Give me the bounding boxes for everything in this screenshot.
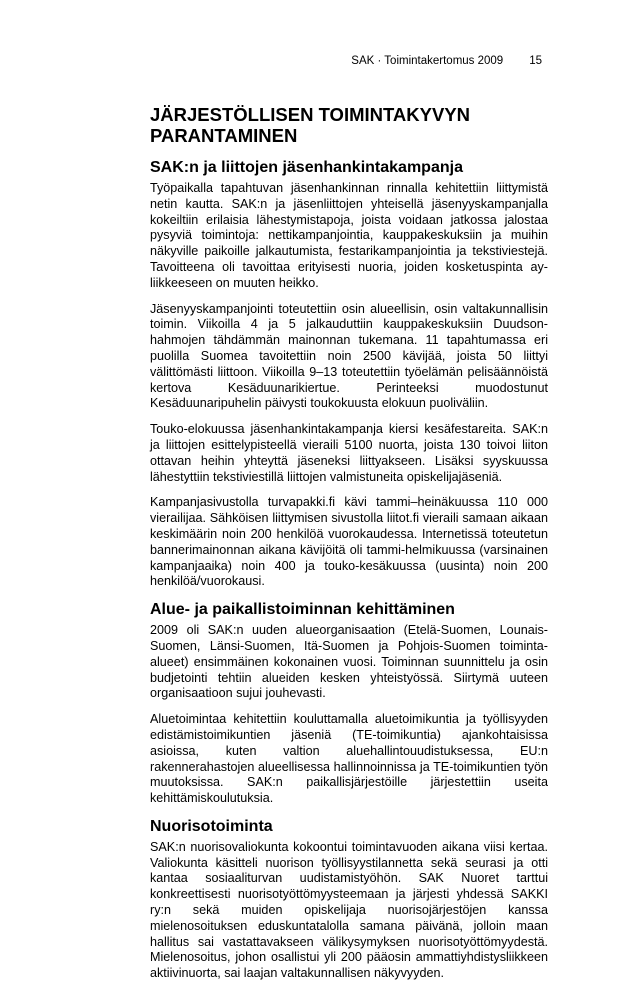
- page-header: [351, 55, 542, 67]
- section-membership-campaign: [150, 158, 548, 590]
- section-heading: Nuorisotoiminta: [150, 817, 273, 835]
- section-youth-activity: [150, 817, 548, 982]
- section-heading: SAK:n ja liittojen jäsenhankintakampanja: [150, 159, 463, 176]
- paragraph: Touko-elokuussa jäsenhankintakampanja kiersi kesäfestareita. SAK:n ja liittojen esittelypisteellä vieraili 5100 nuorta, joista 130 toivoi liiton ottavan heihin yhteyttä jäseneksi liittyakseen. Lisäksi syyskuussa lähestyttiin tekstiviestillä liittojen valmistuneita opiskelijajäseniä.: [150, 422, 548, 484]
- paragraph: Kampanjasivustolla turvapakki.fi kävi tammi–heinäkuussa 110 000 vierailijaa. Sähköisen liittymisen sivustolla liitot.fi vieraili samaan aikaan keskimäärin noin 200 henkilöä vuorokaudessa. Internetissä toteutetun bannerimainonnan aikana kävijöitä oli tammi-helmikuussa (varsinainen kampanjaaika) noin 400 ja touko-kesäkuussa (uusinta) noin 200 henkilöä/vuorokausi.: [150, 495, 548, 589]
- paragraph: Aluetoimintaa kehitettiin kouluttamalla aluetoimikuntia ja työllisyyden edistämistoimikuntien jäseniä (TE-toimikuntia) ajankohtaisissa asioissa, kuten valtion aluehallintouudistuksessa, EU:n rakennerahastojen alueellisessa hallinnoinnissa ja TE-toimikuntien työn muutoksissa. SAK:n paikallisjärjestöille järjestettiin useita kehittämiskoulutuksia.: [150, 712, 548, 806]
- header-title: SAK · Toimintakertomus 2009: [351, 55, 504, 67]
- main-title: JÄRJESTÖLLISEN TOIMINTAKYVYN PARANTAMINEN: [150, 104, 471, 146]
- section-heading: Alue- ja paikallistoiminnan kehittäminen: [150, 601, 455, 619]
- paragraph: 2009 oli SAK:n uuden alueorganisaation (Etelä-Suomen, Lounais-Suomen, Länsi-Suomen, Itä-Suomen ja Pohjois-Suomen toiminta-alueet) ensimmäinen kokonainen vuosi. Toiminnan suunnittelu ja osin budjetointi tehtiin alueiden kesken yhteistyössä. Siirtymä uuteen organisaatioon sujui jouhevasti.: [150, 623, 548, 701]
- paragraph: SAK:n nuorisovaliokunta kokoontui toimintavuoden aikana viisi kertaa. Valiokunta käsitteli nuorison työllisyystilannetta sekä seurasi ja otti kantaa sosiaaliturvan uudistamistyöhön. SAK Nuoret tarttui konkreettisesti nuorisotyöttömyysteemaan ja järjesti yhdessä SAKKI ry:n sekä muiden opiskelijaja nuorisojärjestöjen kanssa mielenosoituksen eduskuntatalolla samana päivänä, jolloin maan hallitus sai vastattavakseen välikysymyksen nuorisotyöttömyydestä. Mielenosoitus, johon osallistui yli 200 pääosin ammattiyhdistysliikkeen aktiivinuorta, sai laajan valtakunnallisen näkyvyyden.: [150, 839, 548, 981]
- document-body: [150, 104, 548, 992]
- paragraph: Työpaikalla tapahtuvan jäsenhankinnan rinnalla kehitettiin liittymistä netin kautta. SAK:n ja jäsenliittojen yhteisellä jäsenyyskampanjalla kokeiltiin erilaisia lähestymistapoja, joista voidaan jatkossa jalostaa pysyviä toimintoja: nettikampanjointia, kauppakeskuksiin ja muihin näkyville paikoille jalkautumista, festarikampanjointia ja tekstiviestejä. Tavoitteena oli tavoittaa erityisesti nuoria, joiden kosketuspinta ay-liikkeeseen on muuten heikko.: [150, 181, 548, 290]
- section-regional-activity: [150, 600, 548, 807]
- page-number: 15: [529, 55, 542, 67]
- paragraph: Jäsenyyskampanjointi toteutettiin osin alueellisin, osin valtakunnallisin toimin. Viikoilla 4 ja 5 jalkauduttiin kauppakeskuksiin Duudson-hahmojen tähdämmän mainonnan tukemana. 11 tapahtumassa eri puolilla Suomea tavoitettiin noin 2500 kävijää, joista 50 liittyi välittömästi liittoon. Viikoilla 9–13 toteutettiin työelämän pelisäännöistä kertova Kesäduunarikiertue. Perinteeksi muodostunut Kesäduunaripuhelin päivysti toukokuusta elokuun puoliväliin.: [150, 301, 548, 411]
